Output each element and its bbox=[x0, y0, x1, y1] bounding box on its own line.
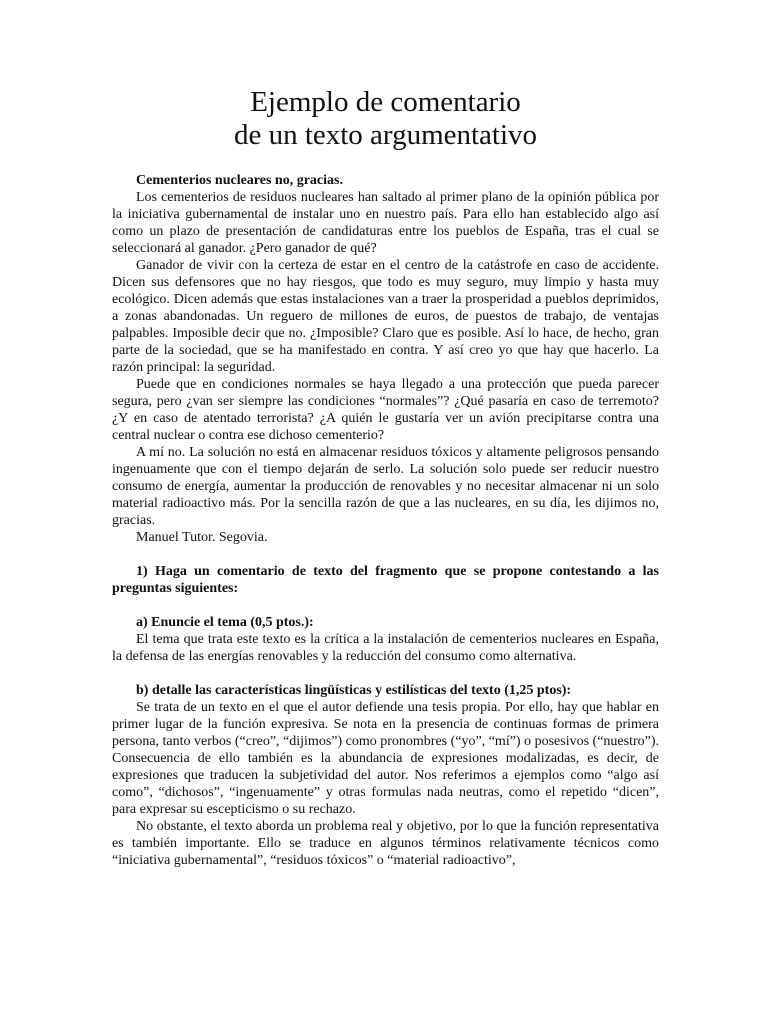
article-paragraph-4: A mí no. La solución no está en almacenar residuos tóxicos y altamente peligrosos pensando ingenuamente que con el tiempo dejarán de serlo. La solución solo puede ser reducir nuestro consumo de energía, aumentar la producción de renovables y no necesitar almacenar ni un solo material radioactivo más. Por la sencilla razón de que a las nucleares, en su día, les dijimos no, gracias. bbox=[112, 445, 659, 528]
section-a-answer: El tema que trata este texto es la crítica a la instalación de cementerios nucleares en España, la defensa de las energías renovables y la reducción del consumo como alternativa. bbox=[112, 632, 659, 664]
question-heading: 1) Haga un comentario de texto del fragmento que se propone contestando a las preguntas siguientes: bbox=[112, 564, 659, 596]
section-b-paragraph-1: Se trata de un texto en el que el autor defiende una tesis propia. Por ello, hay que hablar en primer lugar de la función expresiva. Se nota en la presencia de continuas formas de primera persona, tanto verbos (“creo”, “dijimos”) como pronombres (“yo”, “mí”) o posesivos (“nuestro”). Consecuencia de ello también es la abundancia de expresiones modalizadas, es decir, de expresiones que traducen la subjetividad del autor. Nos referimos a ejemplos como “algo así como”, “dichosos”, “ingenuamente” y otras formulas nada neutras, como el repetido “dicen”, para expresar su escepticismo o su rechazo. bbox=[112, 700, 659, 817]
section-b-paragraph-2: No obstante, el texto aborda un problema real y objetivo, por lo que la función representativa es también importante. Ello se traduce en algunos términos relativamente técnicos como “iniciativa gubernamental”, “residuos tóxicos” o “material radioactivo”, bbox=[112, 819, 659, 868]
article-title: Cementerios nucleares no, gracias. bbox=[136, 173, 343, 188]
article-signature: Manuel Tutor. Segovia. bbox=[136, 530, 268, 545]
article-paragraph-1: Los cementerios de residuos nucleares han saltado al primer plano de la opinión pública por la iniciativa gubernamental de instalar uno en nuestro país. Para ello han establecido algo así como un plazo de presentación de candidaturas entre los pueblos de España, tras el cual se seleccionará al ganador. ¿Pero ganador de qué? bbox=[112, 190, 659, 256]
section-a-heading: a) Enuncie el tema (0,5 ptos.): bbox=[136, 615, 314, 630]
page-title bbox=[112, 86, 659, 152]
article-paragraph-3: Puede que en condiciones normales se haya llegado a una protección que pueda parecer segura, pero ¿van ser siempre las condiciones “normales”? ¿Qué pasaría en caso de terremoto? ¿Y en caso de atentado terrorista? ¿A quién le gustaría ver un avión precipitarse contra una central nuclear o contra ese dichoso cementerio? bbox=[112, 377, 659, 443]
page-title-line-1: Ejemplo de comentario bbox=[250, 86, 521, 118]
section-b-heading: b) detalle las características lingüísticas y estilísticas del texto (1,25 ptos): bbox=[136, 683, 572, 698]
article-paragraph-2: Ganador de vivir con la certeza de estar en el centro de la catástrofe en caso de accidente. Dicen sus defensores que no hay riesgos, que todo es muy seguro, muy limpio y hasta muy ecológico. Dicen además que estas instalaciones van a traer la prosperidad a pueblos deprimidos, a zonas abandonadas. Un reguero de millones de euros, de puestos de trabajo, de ventajas palpables. Imposible decir que no. ¿Imposible? Claro que es posible. Así lo hace, de hecho, gran parte de la sociedad, que se ha manifestado en contra. Y así creo yo que hay que hacerlo. La razón principal: la seguridad. bbox=[112, 258, 659, 375]
document-page bbox=[112, 86, 659, 869]
page-title-line-2: de un texto argumentativo bbox=[233, 119, 538, 151]
